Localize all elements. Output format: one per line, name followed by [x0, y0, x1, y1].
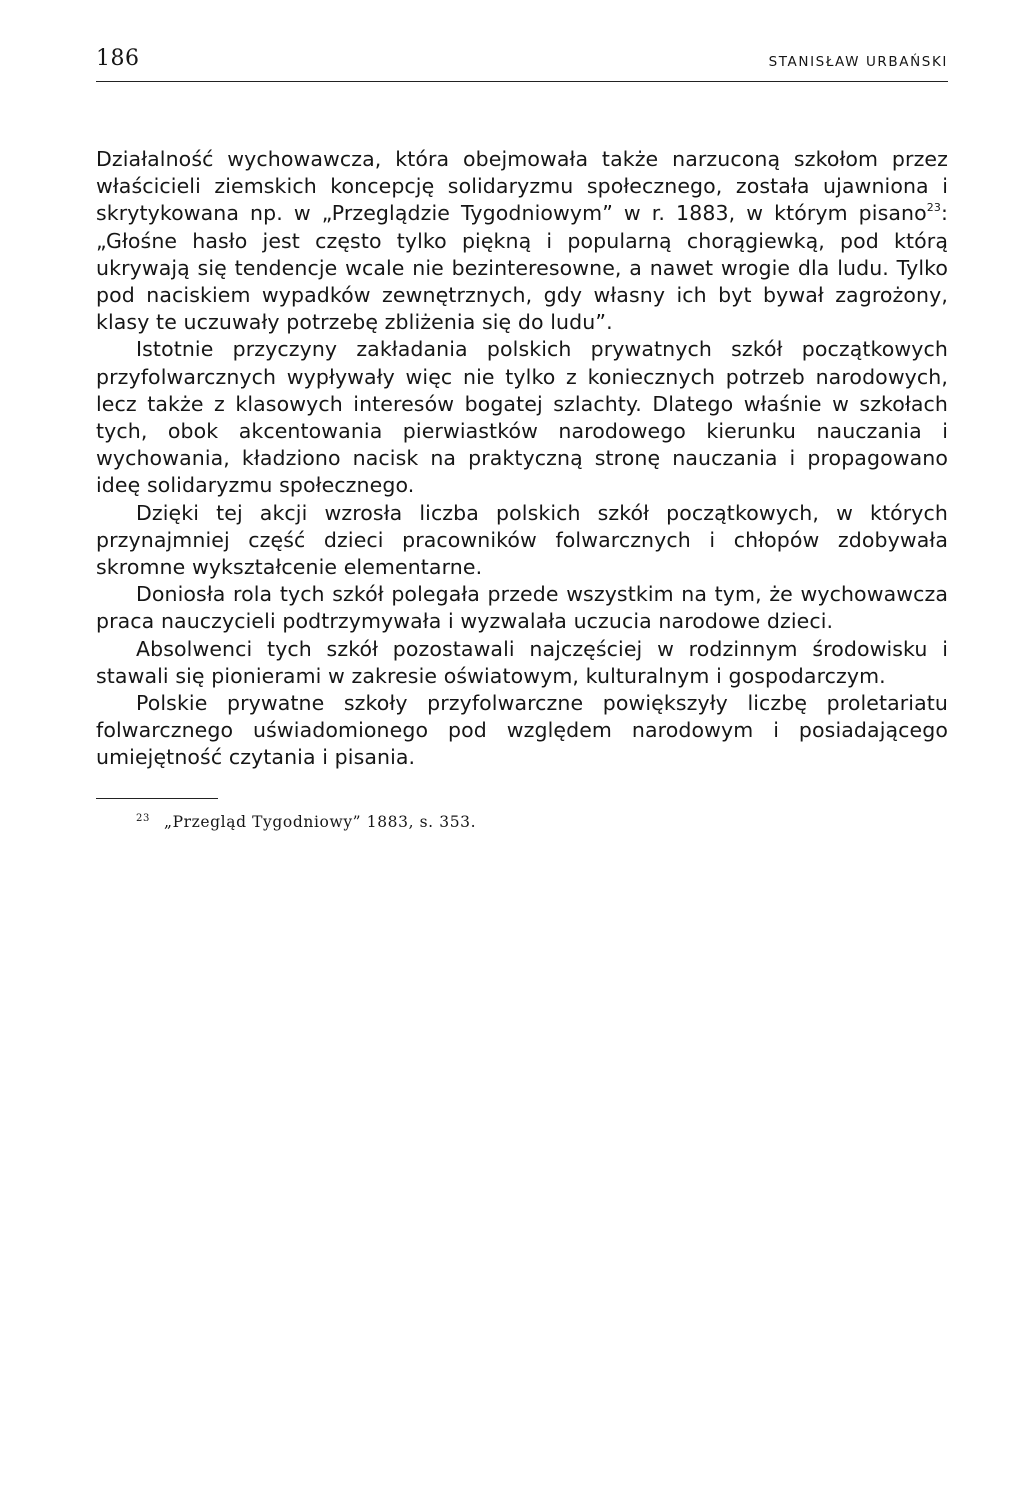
paragraph-3: Dzięki tej akcji wzrosła liczba polskich szkół początkowych, w których przynajmniej część dzieci pracowników folwarcznych i chłopów zdobywała skromne wykształcenie elementarne. [96, 500, 948, 580]
page-number: 186 [96, 46, 140, 71]
paragraph-6: Polskie prywatne szkoły przyfolwarczne powiększyły liczbę proletariatu folwarcznego uświadomionego pod względem narodowym i posiadającego umiejętność czytania i pisania. [96, 691, 948, 770]
book-page [96, 44, 948, 831]
body-text [96, 146, 948, 772]
footnote [96, 813, 948, 831]
footnote-number: 23 [136, 812, 150, 824]
paragraph-5: Absolwenci tych szkół pozostawali najczęściej w rodzinnym środowisku i stawali się pionierami w zakresie oświatowym, kulturalnym i gospodarczym. [96, 636, 948, 688]
paragraph-4: Doniosła rola tych szkół polegała przede wszystkim na tym, że wychowawcza praca nauczycieli podtrzymywała i wyzwalała uczucia narodowe dzieci. [96, 582, 948, 634]
running-header [96, 44, 948, 84]
running-head-author: STANISŁAW URBAŃSKI [768, 54, 948, 70]
paragraph-1-text-after: : „Głośne hasło jest często tylko piękną i popularną chorągiewką, pod którą ukrywają się tendencje wcale nie bezinteresowne, a nawet wrogie dla ludu. Tylko pod naciskiem wypadków zewnętrznych, gdy własny ich byt bywał zagrożony, klasy te uczuwały potrzebę zbliżenia się do ludu”. [96, 201, 948, 335]
header-rule [96, 81, 948, 82]
paragraph-2: Istotnie przyczyny zakładania polskich prywatnych szkół początkowych przyfolwarcznych wypływały więc nie tylko z koniecznych potrzeb narodowych, lecz także z klasowych interesów bogatej szlachty. Dlatego właśnie w szkołach tych, obok akcentowania pierwiastków narodowego kierunku nauczania i wychowania, kładziono nacisk na praktyczną stronę nauczania i propagowano ideę solidaryzmu społecznego. [96, 337, 948, 498]
paragraph-1-text-before: Działalność wychowawcza, która obejmowała także narzuconą szkołom przez właścicieli ziemskich koncepcję solidaryzmu społecznego, została ujawniona i skrytykowana np. w „Przeglądzie Tygodniowym” w r. 1883, w którym pisano [96, 147, 948, 226]
footnote-reference: 23 [926, 201, 941, 215]
footnote-text: „Przegląd Tygodniowy” 1883, s. 353. [163, 812, 477, 831]
paragraph-1 [96, 146, 948, 336]
footnote-rule [96, 798, 218, 799]
